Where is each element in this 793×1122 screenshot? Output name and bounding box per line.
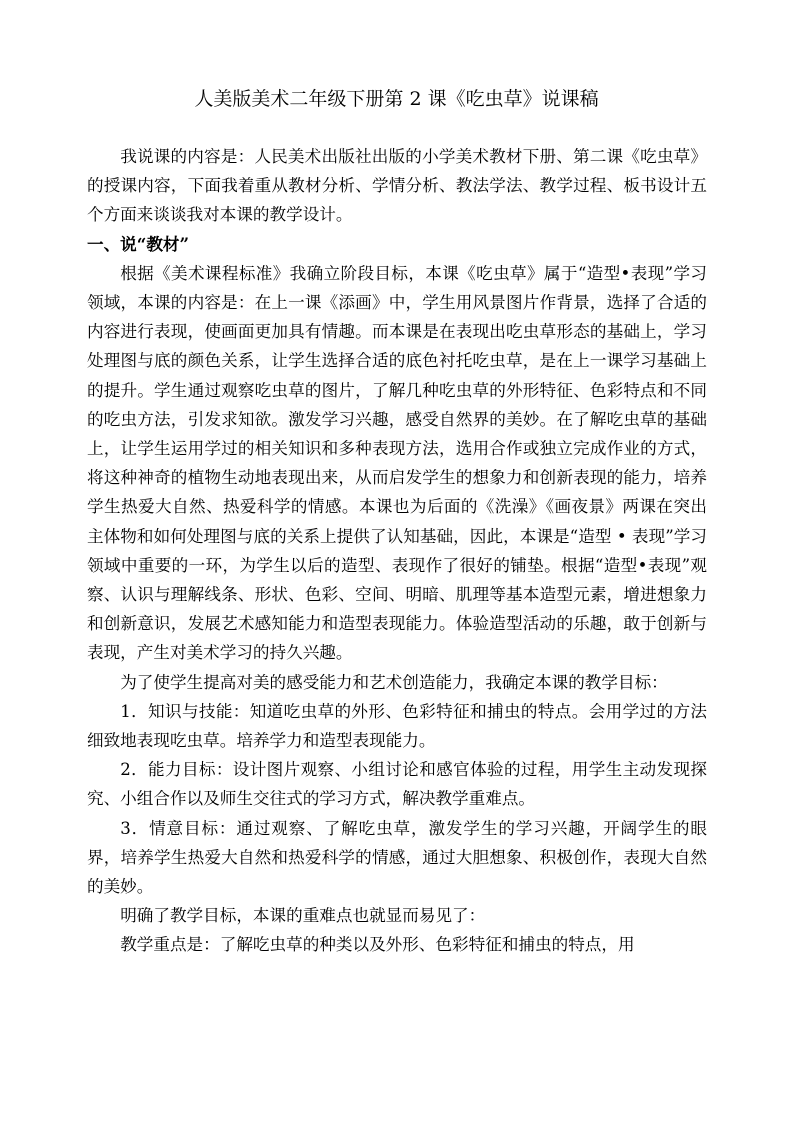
paragraph-objective-emotion: 3．情意目标：通过观察、了解吃虫草，激发学生的学习兴趣，开阔学生的眼界，培养学生热爱大自然和热爱科学的情感，通过大胆想象、积极创作，表现大自然的美妙。 <box>87 818 707 897</box>
paragraph-objectives-intro: 为了使学生提高对美的感受能力和艺术创造能力，我确定本课的教学目标： <box>120 672 668 692</box>
paragraph-key-points-intro: 明确了教学目标，本课的重难点也就显而易见了： <box>120 906 486 926</box>
document-title: 人美版美术二年级下册第 2 课《吃虫草》说课稿 <box>194 88 599 110</box>
paragraph-teaching-focus: 教学重点是：了解吃虫草的种类以及外形、色彩特征和捕虫的特点，用 <box>120 935 635 955</box>
section-heading-textbook: 一、说“教材” <box>87 233 190 254</box>
paragraph-intro: 我说课的内容是：人民美术出版社出版的小学美术教材下册、第二课《吃虫草》的授课内容，下面我着重从教材分析、学情分析、教法学法、教学过程、板书设计五个方面来谈谈我对本课的教学设计。 <box>87 147 707 225</box>
paragraph-objective-knowledge: 1．知识与技能：知道吃虫草的外形、色彩特征和捕虫的特点。会用学过的方法细致地表现吃虫草。培养学力和造型表现能力。 <box>87 701 707 751</box>
paragraph-textbook-analysis: 根据《美术课程标准》我确立阶段目标，本课《吃虫草》属于“造型•表现”学习领域，本课的内容是：在上一课《添画》中，学生用风景图片作背景，选择了合适的内容进行表现，使画面更加具有情趣。而本课是在表现出吃虫草形态的基础上，学习处理图与底的颜色关系，让学生选择合适的底色衬托吃虫草，是在上一课学习基础上的提升。学生通过观察吃虫草的图片，了解几种吃虫草的外形特征、色彩特点和不同的吃虫方法，引发求知欲。激发学习兴趣，感受自然界的美妙。在了解吃虫草的基础上，让学生运用学过的相关知识和多种表现方法，选用合作或独立完成作业的方式，将这种神奇的植物生动地表现出来，从而启发学生的想象力和创新表现的能力，培养学生热爱大自然、热爱科学的情感。本课也为后面的《洗澡》《画夜景》两课在突出主体物和如何处理图与底的关系上提供了认知基础，因此，本课是“造型 • 表现”学习领域中重要的一环，为学生以后的造型、表现作了很好的铺垫。根据“造型•表现”观察、认识与理解线条、形状、色彩、空间、明暗、肌理等基本造型元素，增进想象力和创新意识，发展艺术感知能力和造型表现能力。体验造型活动的乐趣，敢于创新与表现，产生对美术学习的持久兴趣。 <box>87 263 707 663</box>
document-body <box>87 142 707 960</box>
paragraph-objective-ability: 2．能力目标：设计图片观察、小组讨论和感官体验的过程，用学生主动发现探究、小组合作以及师生交往式的学习方式，解决教学重难点。 <box>87 760 707 809</box>
